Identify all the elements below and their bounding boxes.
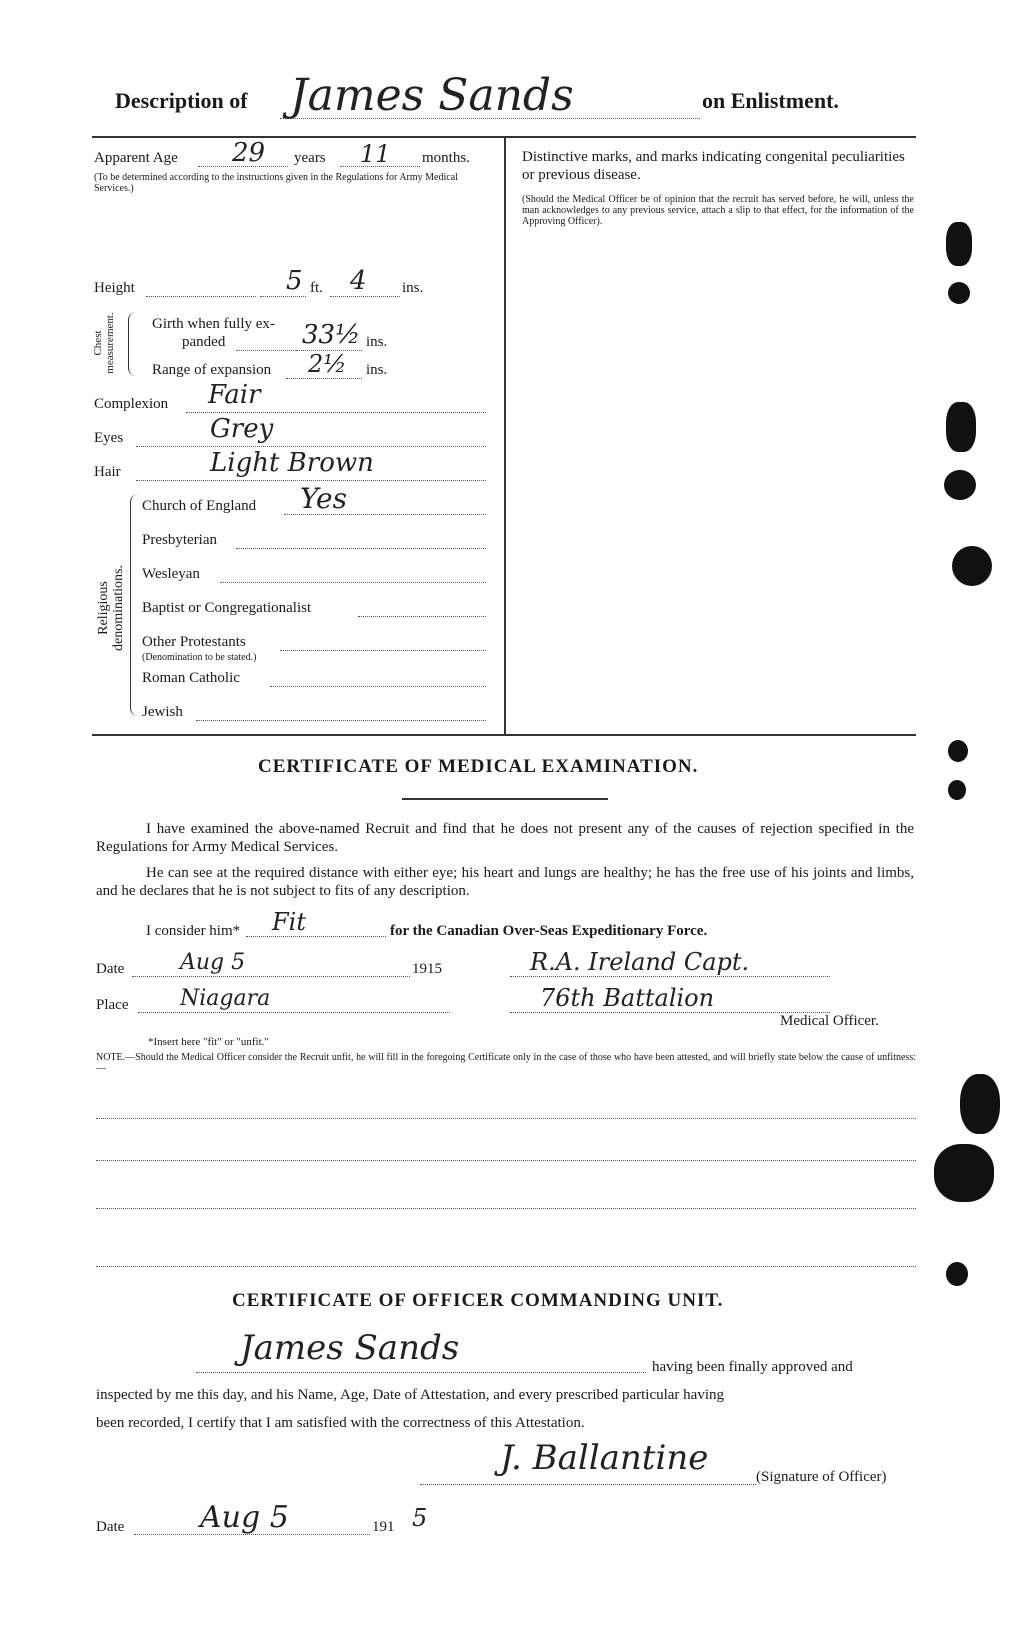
height-ft-line bbox=[260, 296, 306, 297]
commanding-signature: J. Ballantine bbox=[500, 1438, 709, 1478]
medical-heading: CERTIFICATE OF MEDICAL EXAMINATION. bbox=[258, 756, 699, 777]
religion-jewish: Jewish bbox=[142, 704, 183, 720]
title-line bbox=[280, 118, 700, 119]
age-label: Apparent Age bbox=[94, 150, 178, 166]
height-ft: 5 bbox=[286, 266, 303, 296]
insert-note: *Insert here "fit" or "unfit." bbox=[148, 1036, 269, 1048]
commanding-year-suffix: 5 bbox=[412, 1504, 428, 1532]
eyes-line bbox=[136, 446, 486, 447]
medical-place-value: Niagara bbox=[180, 986, 271, 1011]
range-line bbox=[286, 378, 362, 379]
commanding-signature-line bbox=[420, 1484, 756, 1485]
religion-brace bbox=[130, 494, 141, 716]
scan-blot bbox=[946, 402, 976, 452]
medical-heading-rule bbox=[402, 798, 608, 800]
marks-note: (Should the Medical Officer be of opinion that the recruit has served before, he will, unless the man acknowledges to any previous service, attach a slip to that effect, for the information of the Approving Officer). bbox=[522, 194, 914, 227]
medical-place-label: Place bbox=[96, 997, 129, 1013]
column-divider bbox=[504, 136, 506, 734]
religion-baptist: Baptist or Congregationalist bbox=[142, 600, 312, 616]
religion-line-1 bbox=[236, 548, 486, 549]
girth-label-2: panded bbox=[182, 334, 226, 350]
title-suffix: on Enlistment. bbox=[702, 88, 839, 113]
age-note: (To be determined according to the instructions given in the Regulations for Army Medical Services.) bbox=[94, 172, 458, 194]
unfit-line-4 bbox=[96, 1266, 916, 1267]
chest-label: Chest measurement. bbox=[92, 312, 116, 374]
commanding-text-1: having been finally approved and bbox=[652, 1359, 853, 1375]
height-lead-line bbox=[146, 296, 256, 297]
hair-line bbox=[136, 480, 486, 481]
unfit-note: NOTE.—Should the Medical Officer consider the Recruit unfit, he will fill in the foregoing Certificate only in the case of those who have been attested, and will briefly state below the cause of unfitness:— bbox=[96, 1052, 916, 1074]
section-rule bbox=[92, 734, 916, 736]
religion-other-note: (Denomination to be stated.) bbox=[142, 652, 257, 663]
months-label: months. bbox=[422, 150, 470, 166]
hair-value: Light Brown bbox=[210, 448, 374, 478]
commanding-signature-label: (Signature of Officer) bbox=[756, 1469, 887, 1485]
ft-label: ft. bbox=[310, 280, 323, 296]
religion-line-6 bbox=[196, 720, 486, 721]
scan-blot bbox=[948, 282, 970, 304]
recruit-name: James Sands bbox=[290, 70, 574, 121]
religion-presbyterian: Presbyterian bbox=[142, 532, 217, 548]
age-years-line bbox=[198, 166, 288, 167]
religion-line-2 bbox=[220, 582, 486, 583]
eyes-value: Grey bbox=[210, 414, 274, 444]
religion-church-of-england-value: Yes bbox=[300, 482, 347, 515]
medical-signature-1: R.A. Ireland Capt. bbox=[530, 948, 750, 976]
age-months: 11 bbox=[360, 140, 391, 168]
religion-wesleyan: Wesleyan bbox=[142, 566, 200, 582]
scan-blot bbox=[946, 1262, 968, 1286]
height-in: 4 bbox=[350, 266, 367, 296]
years-label: years bbox=[294, 150, 326, 166]
height-label: Height bbox=[94, 280, 135, 296]
complexion-value: Fair bbox=[208, 380, 261, 410]
commanding-text-3: been recorded, I certify that I am satisfied with the correctness of this Attestation. bbox=[96, 1415, 585, 1431]
medical-officer-label: Medical Officer. bbox=[780, 1013, 879, 1029]
medical-date-label: Date bbox=[96, 961, 125, 977]
consider-value: Fit bbox=[272, 908, 306, 936]
girth-label-1: Girth when fully ex- bbox=[152, 316, 275, 332]
unfit-line-3 bbox=[96, 1208, 916, 1209]
commanding-date-value: Aug 5 bbox=[200, 1500, 289, 1535]
consider-suffix: for the Canadian Over-Seas Expeditionary Force. bbox=[390, 923, 708, 939]
religion-roman-catholic: Roman Catholic bbox=[142, 670, 240, 686]
scan-blot bbox=[934, 1144, 994, 1202]
girth-lead-line bbox=[236, 350, 296, 351]
title-prefix: Description of bbox=[115, 88, 248, 113]
range-ins: ins. bbox=[366, 362, 388, 378]
ins-label: ins. bbox=[402, 280, 424, 296]
medical-date-value: Aug 5 bbox=[180, 950, 246, 975]
religion-line-3 bbox=[358, 616, 486, 617]
medical-para-1: I have examined the above-named Recruit and find that he does not present any of the causes of rejection specified in the Regulations for Army Medical Services. bbox=[96, 821, 914, 855]
medical-date-year: 1915 bbox=[412, 961, 442, 977]
medical-date-line bbox=[132, 976, 410, 977]
complexion-label: Complexion bbox=[94, 396, 169, 412]
range-label: Range of expansion bbox=[152, 362, 272, 378]
commanding-name-line bbox=[196, 1372, 646, 1373]
girth-value: 33½ bbox=[302, 320, 361, 350]
commanding-date-label: Date bbox=[96, 1519, 125, 1535]
age-months-line bbox=[340, 166, 420, 167]
consider-line bbox=[246, 936, 386, 937]
religion-line-0 bbox=[284, 514, 486, 515]
range-value: 2½ bbox=[308, 350, 347, 378]
medical-place-line bbox=[138, 1012, 450, 1013]
scan-blot bbox=[946, 222, 972, 266]
medical-signature-2: 76th Battalion bbox=[540, 984, 715, 1012]
chest-brace bbox=[128, 312, 137, 376]
religion-other-protestants: Other Protestants bbox=[142, 634, 246, 650]
religion-church-of-england: Church of England bbox=[142, 498, 257, 514]
scan-blot bbox=[960, 1074, 1000, 1134]
medical-signature-line-1 bbox=[510, 976, 830, 977]
scan-blot bbox=[948, 780, 966, 800]
complexion-line bbox=[186, 412, 486, 413]
scan-blot bbox=[944, 470, 976, 500]
unfit-line-1 bbox=[96, 1118, 916, 1119]
age-years: 29 bbox=[232, 138, 266, 168]
commanding-heading: CERTIFICATE OF OFFICER COMMANDING UNIT. bbox=[232, 1290, 724, 1311]
commanding-date-line bbox=[134, 1534, 370, 1535]
commanding-text-2: inspected by me this day, and his Name, Age, Date of Attestation, and every prescribed particular having bbox=[96, 1387, 725, 1403]
marks-heading: Distinctive marks, and marks indicating congenital peculiarities or previous disease. bbox=[522, 149, 905, 183]
scan-blot bbox=[952, 546, 992, 586]
unfit-line-2 bbox=[96, 1160, 916, 1161]
girth-ins: ins. bbox=[366, 334, 388, 350]
religion-label: Religious denominations. bbox=[96, 565, 126, 651]
consider-prefix: I consider him* bbox=[146, 923, 241, 939]
religion-line-4 bbox=[280, 650, 486, 651]
scan-blot bbox=[948, 740, 968, 762]
religion-line-5 bbox=[270, 686, 486, 687]
commanding-year-prefix: 191 bbox=[372, 1519, 395, 1535]
hair-label: Hair bbox=[94, 464, 121, 480]
eyes-label: Eyes bbox=[94, 430, 124, 446]
height-in-line bbox=[330, 296, 400, 297]
medical-para-2: He can see at the required distance with either eye; his heart and lungs are healthy; he has the free use of his joints and limbs, and he declares that he is not subject to fits of any description. bbox=[96, 865, 914, 899]
commanding-name: James Sands bbox=[240, 1328, 460, 1368]
